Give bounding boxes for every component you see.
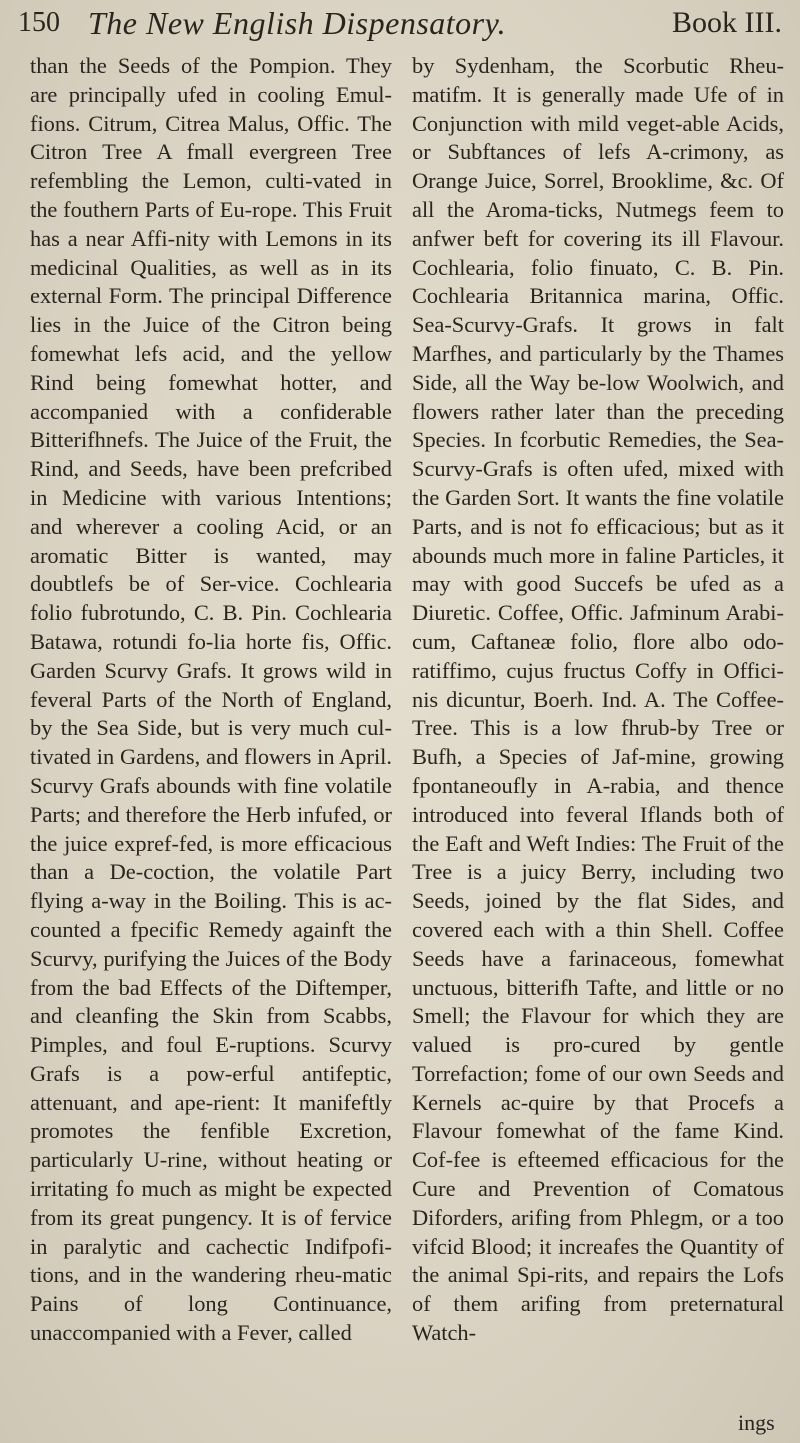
right-column-text: by Sydenham, the Scorbutic Rheu-matifm. It is generally made Ufe of in Conjunction with mild veget-able Acids, or Subftances of lefs A-crimony, as Orange Juice, Sorrel, Brooklime, &c. Of all the Aroma-ticks, Nutmegs feem to anfwer beft for covering its ill Flavour. Cochlearia, folio finuato, C. B. Pin. Cochlearia Britannica marina, Offic. Sea-Scurvy-Grafs. It grows in falt Marfhes, and particularly by the Thames Side, all the Way be-low Woolwich, and flowers rather later than the preceding Species. In fcorbutic Remedies, the Sea-Scurvy-Grafs is often ufed, mixed with the Garden Sort. It wants the fine volatile Parts, and is not fo efficacious; but as it abounds much more in faline Particles, it may with good Succefs be ufed as a Diuretic. Coffee, Offic. Jafminum Arabi-cum, Caftaneæ folio, flore albo odo-ratiffimo, cujus fructus Coffy in Offici-nis dicuntur, Boerh. Ind. A. The Coffee-Tree. This is a low fhrub-by Tree or Bufh, a Species of Jaf-mine, growing fpontaneoufly in A-rabia, and thence introduced into feveral Iflands both of the Eaft and Weft Indies: The Fruit of the Tree is a juicy Berry, including two Seeds, joined by the flat Sides, and covered each with a thin Shell. Coffee Seeds have a farinaceous, fomewhat unctuous, bitterifh Tafte, and little or no Smell; the Flavour for which they are valued is pro-cured by gentle Torrefaction; fome of our own Seeds and Kernels ac-quire by that Procefs a Flavour fomewhat of the fame Kind. Cof-fee is efteemed efficacious for the Cure and Prevention of Comatous Diforders, arifing from Phlegm, or a too vifcid Blood; it increafes the Quantity of the animal Spi-rits, and repairs the Lofs of them arifing from preternatural Watch-	[412, 53, 784, 1346]
page-number: 150	[18, 7, 60, 38]
book-label: Book III.	[672, 6, 782, 39]
running-title: The New English Dispensatory.	[88, 4, 507, 41]
catchword: ings	[738, 1410, 775, 1435]
left-column-text: than the Seeds of the Pompion. They are principally ufed in cooling Emul-fions. Citrum, Citrea Malus, Offic. The Citron Tree A fmall evergreen Tree refembling the Lemon, culti-vated in the fouthern Parts of Eu-rope. This Fruit has a near Affi-nity with Lemons in its medicinal Qualities, as well as in its external Form. The principal Difference lies in the Juice of the Citron being fomewhat lefs acid, and the yellow Rind being fomewhat hotter, and accompanied with a confiderable Bitterifhnefs. The Juice of the Fruit, the Rind, and Seeds, have been prefcribed in Medicine with various Intentions; and wherever a cooling Acid, or an aromatic Bitter is wanted, may doubtlefs be of Ser-vice. Cochlearia folio fubrotundo, C. B. Pin. Cochlearia Batawa, rotundi fo-lia horte fis, Offic. Garden Scurvy Grafs. It grows wild in feveral Parts of the North of England, by the Sea Side, but is very much cul-tivated in Gardens, and flowers in April. Scurvy Grafs abounds with fine volatile Parts; and therefore the Herb infufed, or the juice expref-fed, is more efficacious than a De-coction, the volatile Part flying a-way in the Boiling. This is ac-counted a fpecific Remedy againft the Scurvy, purifying the Juices of the Body from the bad Effects of the Diftemper, and cleanfing the Skin from Scabbs, Pimples, and foul E-ruptions. Scurvy Grafs is a pow-erful antifeptic, attenuant, and ape-rient: It manifeftly promotes the fenfible Excretion, particularly U-rine, without heating or irritating fo much as might be expected from its great pungency. It is of fervice in paralytic and cachectic Indifpofi-tions, and in the wandering rheu-matic Pains of long Continuance, unaccompanied with a Fever, called	[30, 53, 392, 1346]
page-header	[18, 0, 782, 46]
left-column	[30, 52, 392, 1348]
right-column	[412, 52, 784, 1348]
